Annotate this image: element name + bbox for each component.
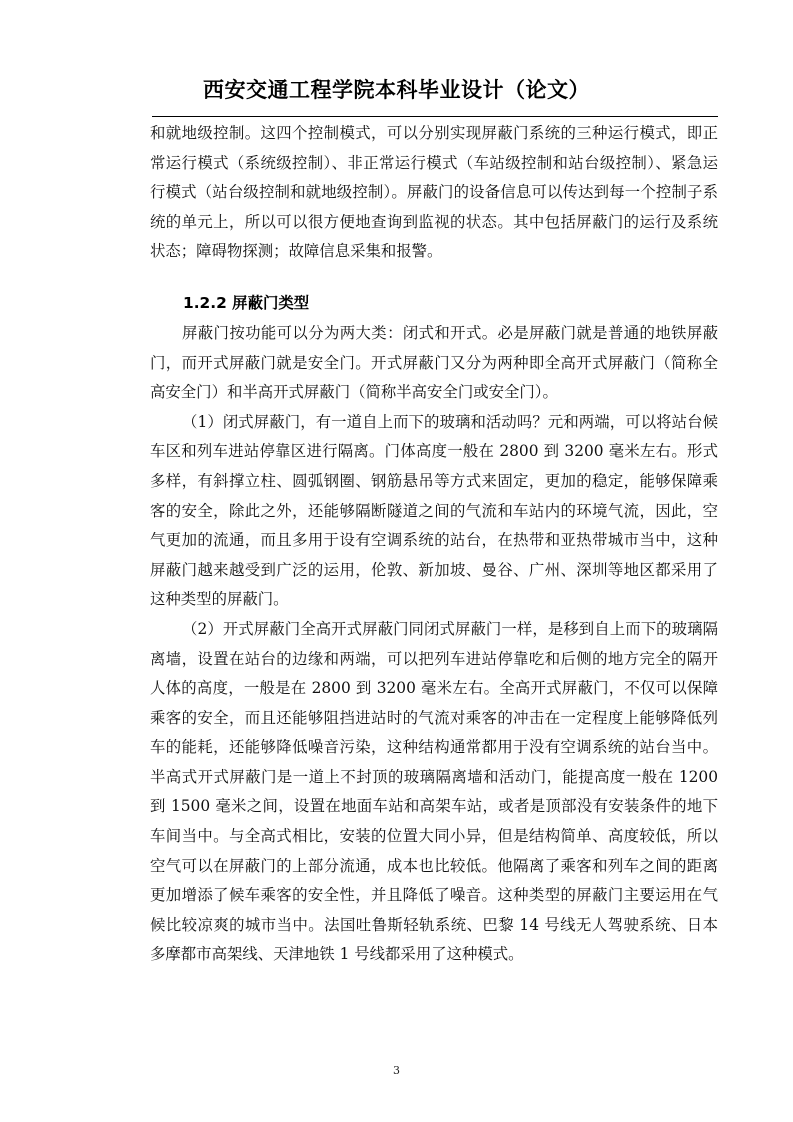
section-paragraph-intro: 屏蔽门按功能可以分为两大类：闭式和开式。必是屏蔽门就是普通的地铁屏蔽门，而开式屏蔽门就是安全门。开式屏蔽门又分为两种即全高开式屏蔽门（简称全高安全门）和半高开式屏蔽门（简称半高安全门或安全门）。 <box>150 323 718 402</box>
header-divider <box>152 116 718 117</box>
section-paragraph-open-door: （2）开式屏蔽门全高开式屏蔽门同闭式屏蔽门一样，是移到自上而下的玻璃隔离墙，设置在站台的边缘和两端，可以把列车进站停靠吃和后侧的地方完全的隔开人体的高度，一般是在 2800 到 3200 毫米左右。全高开式屏蔽门，不仅可以保障乘客的安全，而且还能够阻挡进站时的气流对乘客的冲击在一定程度上能够降低列车的能耗，还能够降低噪音污染，这种结构通常都用于没有空调系统的站台当中。半高式开式屏蔽门是一道上不封顶的玻璃隔离墙和活动门，能提高度一般在 1200 到 1500 毫米之间，设置在地面车站和高架车站，或者是顶部没有安装条件的地下车间当中。与全高式相比，安装的位置大同小异，但是结构简单、高度较低，所以空气可以在屏蔽门的上部分流通，成本也比较低。他隔离了乘客和列车之间的距离更加增添了候车乘客的安全性，并且降低了噪音。这种类型的屏蔽门主要运用在气候比较凉爽的城市当中。法国吐鲁斯轻轨系统、巴黎 14 号线无人驾驶系统、日本多摩都市高架线、天津地铁 1 号线都采用了这种模式。 <box>150 619 718 964</box>
page-header-title: 西安交通工程学院本科毕业设计（论文） <box>203 78 590 102</box>
section-heading: 1.2.2 屏蔽门类型 <box>183 293 310 312</box>
section-paragraph-closed-door: （1）闭式屏蔽门，有一道自上而下的玻璃和活动吗？元和两端，可以将站台候车区和列车进站停靠区进行隔离。门体高度一般在 2800 到 3200 毫米左右。形式多样，有斜撑立柱、圆弧钢圈、钢筋悬吊等方式来固定，更加的稳定，能够保障乘客的安全，除此之外，还能够隔断隧道之间的气流和车站内的环境气流，因此，空气更加的流通，而且多用于设有空调系统的站台，在热带和亚热带城市当中，这种屏蔽门越来越受到广泛的运用，伦敦、新加坡、曼谷、广州、深圳等地区都采用了这种类型的屏蔽门。 <box>150 412 718 609</box>
page-number: 3 <box>393 1064 400 1077</box>
body-paragraph-continued: 和就地级控制。这四个控制模式，可以分别实现屏蔽门系统的三种运行模式，即正常运行模式（系统级控制）、非正常运行模式（车站级控制和站台级控制）、紧急运行模式（站台级控制和就地级控制）。屏蔽门的设备信息可以传达到每一个控制子系统的单元上，所以可以很方便地查询到监视的状态。其中包括屏蔽门的运行及系统状态；障碍物探测；故障信息采集和报警。 <box>150 124 718 261</box>
page-body <box>150 119 718 970</box>
